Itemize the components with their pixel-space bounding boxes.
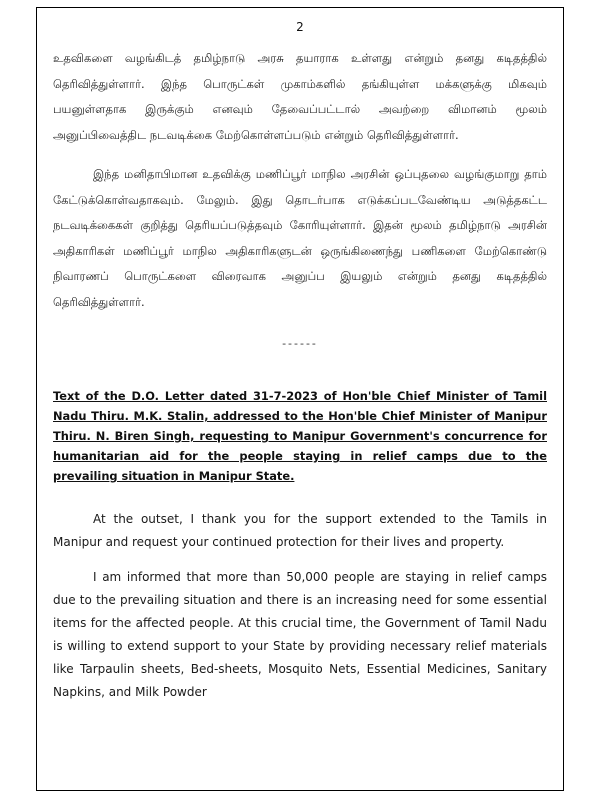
section-separator: ------ [282,337,318,350]
page-number: 2 [296,20,304,34]
english-letter-heading: Text of the D.O. Letter dated 31-7-2023 of Hon'ble Chief Minister of Tamil Nadu Thiru. M.K. Stalin, addressed to the Hon'ble Chief Minister of Manipur Thiru. N. Biren Singh, requesting to Manipur Government's concurrence for humanitarian aid for the people staying in relief camps due to the prevailing situation in Manipur State. [53,389,547,483]
english-paragraph-1: At the outset, I thank you for the support extended to the Tamils in Manipur and request your continued protection for their lives and property. [53,512,547,549]
document-page [36,7,564,791]
tamil-paragraph-2: இந்த மனிதாபிமான உதவிக்கு மணிப்பூர் மாநில அரசின் ஒப்புதலை வழங்குமாறு தாம் கேட்டுக்கொள்வதாகவும். மேலும். இது தொடர்பாக எடுக்கப்படவேண்டிய அடுத்தகட்ட நடவடிக்கைகள் குறித்து தெரியப்படுத்தவும் கோரியுள்ளார். இதன் மூலம் தமிழ்நாடு அரசின் அதிகாரிகள் மணிப்பூர் மாநில அதிகாரிகளுடன் ஒருங்கிணைந்து பணிகளை மேற்கொண்டு நிவாரணப் பொருட்களை விரைவாக அனுப்ப இயலும் என்றும் தனது கடிதத்தில் தெரிவித்துள்ளார். [53,167,547,309]
page-content [53,46,547,704]
english-paragraph-2: I am informed that more than 50,000 people are staying in relief camps due to the prevailing situation and there is an increasing need for some essential items for the affected people. At this crucial time, the Government of Tamil Nadu is willing to extend support to your State by providing necessary relief materials like Tarpaulin sheets, Bed-sheets, Mosquito Nets, Essential Medicines, Sanitary Napkins, and Milk Powder [53,570,547,699]
tamil-paragraph-1: உதவிகளை வழங்கிடத் தமிழ்நாடு அரசு தயாராக உள்ளது என்றும் தனது கடிதத்தில் தெரிவித்துள்ளார். இந்த பொருட்கள் முகாம்களில் தங்கியுள்ள மக்களுக்கு மிகவும் பயனுள்ளதாக இருக்கும் எனவும் தேவைப்பட்டால் அவற்றை விமானம் மூலம் அனுப்பிவைத்திட நடவடிக்கை மேற்கொள்ளப்படும் என்றும் தெரிவித்துள்ளார். [53,51,547,142]
